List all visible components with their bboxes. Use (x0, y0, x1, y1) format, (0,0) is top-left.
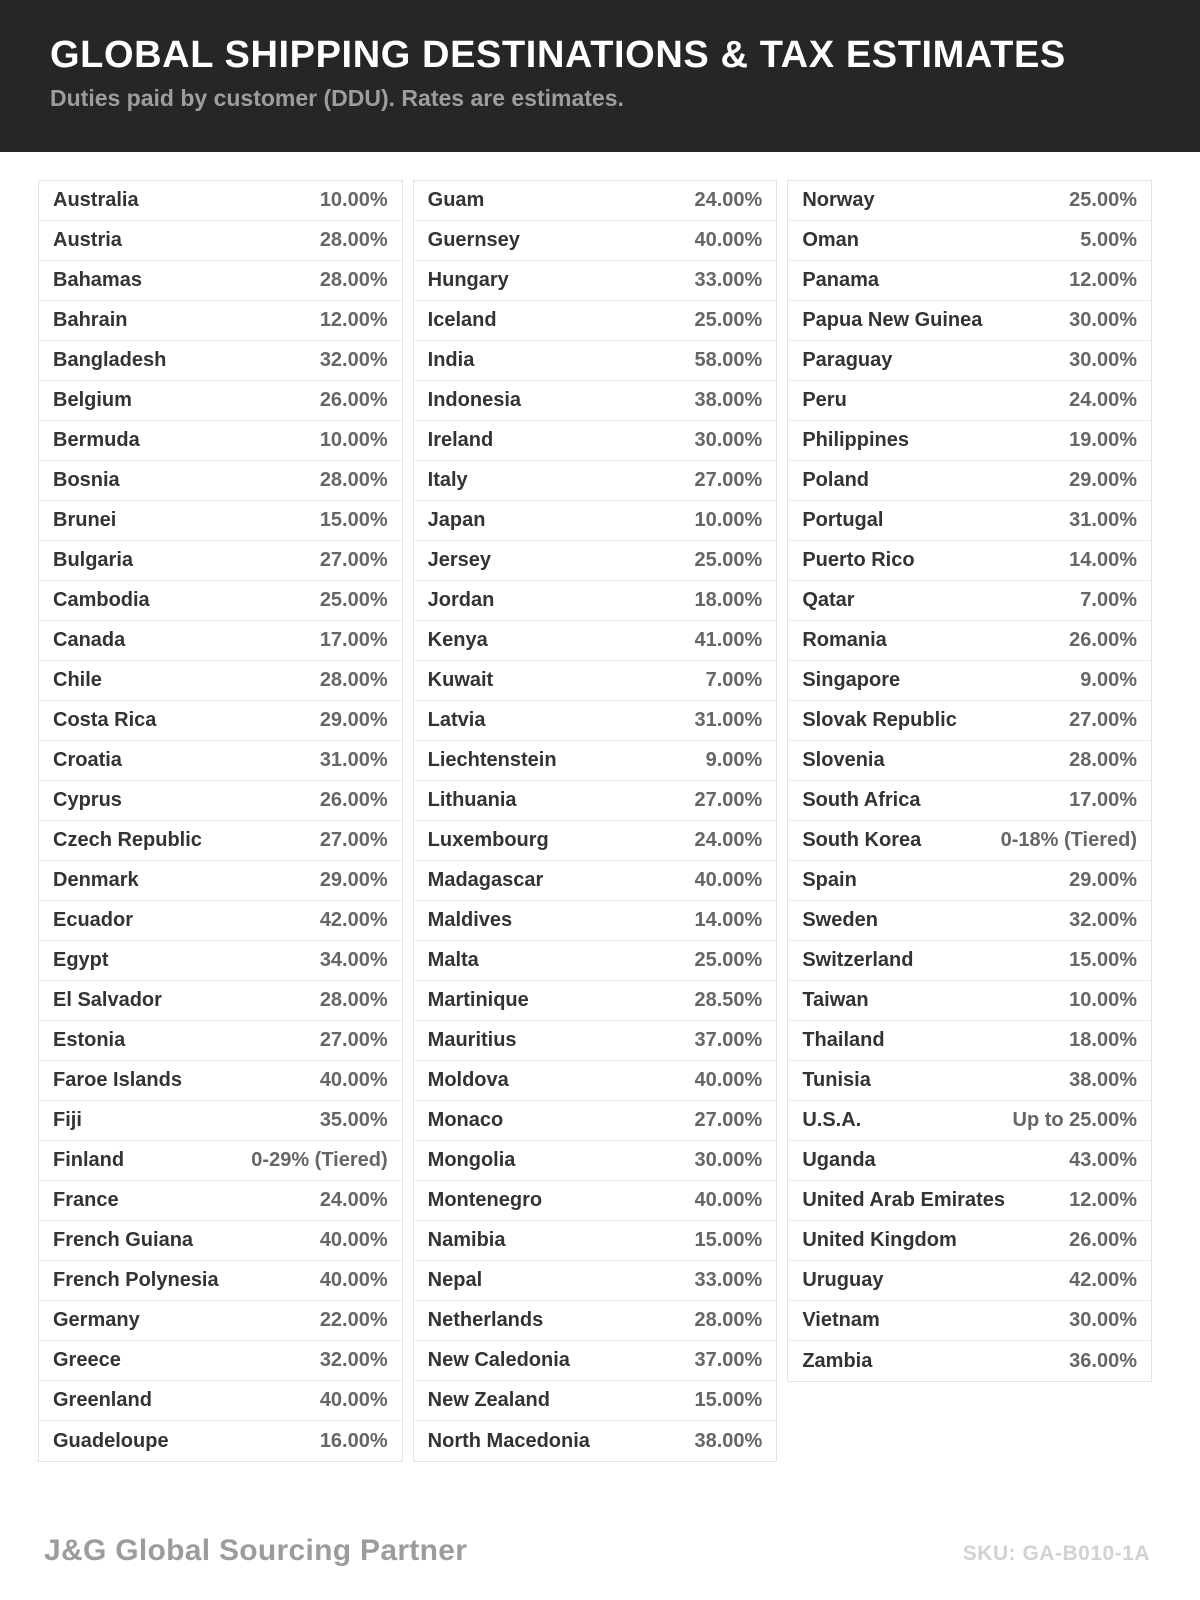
table-row (414, 1101, 777, 1141)
tax-rate: 25.00% (319, 589, 388, 611)
country-name: Ecuador (53, 909, 134, 931)
table-row (39, 701, 402, 741)
table-row (39, 1381, 402, 1421)
table-row (39, 621, 402, 661)
country-name: Bahrain (53, 309, 128, 331)
country-name: South Korea (802, 829, 922, 851)
tax-rate: 40.00% (319, 1229, 388, 1251)
table-row (414, 1221, 777, 1261)
table-row (414, 421, 777, 461)
country-name: Bermuda (53, 429, 140, 451)
table-row (414, 221, 777, 261)
country-name: Greenland (53, 1389, 152, 1411)
tax-rate: 31.00% (319, 749, 388, 771)
country-name: Bosnia (53, 469, 120, 491)
country-name: Namibia (427, 1229, 506, 1251)
tax-rate: 14.00% (1069, 549, 1137, 571)
country-name: Czech Republic (53, 829, 202, 851)
country-name: Costa Rica (53, 709, 157, 731)
country-name: Ireland (427, 429, 494, 451)
table-row (414, 1141, 777, 1181)
country-name: Lithuania (427, 789, 517, 811)
country-name: Kuwait (427, 669, 494, 691)
table-row (39, 1101, 402, 1141)
tax-rate: 7.00% (1080, 589, 1137, 611)
tax-rate: 25.00% (694, 549, 763, 571)
country-name: Tunisia (802, 1069, 871, 1091)
table-row (788, 941, 1151, 981)
table-row (414, 701, 777, 741)
country-name: Oman (802, 229, 860, 251)
table-row (39, 381, 402, 421)
country-name: Poland (802, 469, 869, 491)
table-row (414, 1301, 777, 1341)
tax-rate: 38.00% (1069, 1069, 1137, 1091)
country-name: South Africa (802, 789, 921, 811)
table-row (788, 501, 1151, 541)
country-name: Japan (427, 509, 486, 531)
country-name: New Caledonia (427, 1349, 570, 1371)
tax-rate: 38.00% (694, 389, 763, 411)
table-row (39, 301, 402, 341)
tax-rate: 40.00% (319, 1069, 388, 1091)
tax-rate: 38.00% (694, 1429, 763, 1452)
table-column (787, 180, 1152, 1382)
table-row (414, 941, 777, 981)
table-row (39, 661, 402, 701)
country-name: Cyprus (53, 789, 122, 811)
country-name: Luxembourg (427, 829, 549, 851)
table-row (414, 261, 777, 301)
tax-rate: 40.00% (694, 869, 763, 891)
country-name: Mongolia (427, 1149, 516, 1171)
table-row (414, 1181, 777, 1221)
table-row (788, 421, 1151, 461)
tax-rate: 25.00% (1069, 189, 1137, 211)
country-name: Indonesia (427, 389, 522, 411)
country-name: Montenegro (427, 1189, 543, 1211)
country-name: Thailand (802, 1029, 885, 1051)
page-title: GLOBAL SHIPPING DESTINATIONS & TAX ESTIMATES (50, 34, 1066, 76)
table-row (414, 1341, 777, 1381)
country-name: Nepal (427, 1269, 483, 1291)
table-column (38, 180, 403, 1462)
country-name: Sweden (802, 909, 878, 931)
tax-rate: 40.00% (694, 229, 763, 251)
tax-rate: 15.00% (319, 509, 388, 531)
table-row (788, 581, 1151, 621)
country-name: Bahamas (53, 269, 142, 291)
country-name: Egypt (53, 949, 109, 971)
tax-rate: 32.00% (319, 349, 388, 371)
table-row (788, 821, 1151, 861)
country-name: Moldova (427, 1069, 509, 1091)
country-name: Romania (802, 629, 887, 651)
tax-rate: 41.00% (694, 629, 763, 651)
tax-rate: 35.00% (319, 1109, 388, 1131)
country-name: Malta (427, 949, 479, 971)
country-name: Austria (53, 229, 122, 251)
table-row (414, 381, 777, 421)
table-row (788, 221, 1151, 261)
tax-rate: 58.00% (694, 349, 763, 371)
country-name: Maldives (427, 909, 513, 931)
tax-rate: 28.00% (1069, 749, 1137, 771)
table-row (414, 781, 777, 821)
tax-rate: 28.00% (319, 229, 388, 251)
table-row (788, 781, 1151, 821)
tax-rate: 18.00% (694, 589, 763, 611)
tax-rate: 15.00% (1069, 949, 1137, 971)
tax-rate: 30.00% (1069, 1309, 1137, 1331)
country-name: Panama (802, 269, 880, 291)
table-row (788, 1221, 1151, 1261)
table-row (39, 221, 402, 261)
table-row (788, 1181, 1151, 1221)
country-name: Switzerland (802, 949, 914, 971)
tax-rate: 40.00% (694, 1189, 763, 1211)
table-row (39, 1141, 402, 1181)
country-name: Guernsey (427, 229, 520, 251)
tax-rate: 40.00% (319, 1269, 388, 1291)
table-row (788, 661, 1151, 701)
table-row (788, 381, 1151, 421)
tax-rate: 33.00% (694, 1269, 763, 1291)
table-row (414, 581, 777, 621)
tax-rate: 9.00% (1080, 669, 1137, 691)
table-row (39, 741, 402, 781)
tax-rate: 36.00% (1069, 1349, 1137, 1372)
tax-rate: 28.00% (694, 1309, 763, 1331)
table-row (414, 301, 777, 341)
tax-rate: 7.00% (705, 669, 763, 691)
tax-rate: 29.00% (1069, 869, 1137, 891)
country-name: Spain (802, 869, 857, 891)
table-row (39, 541, 402, 581)
table-row (414, 341, 777, 381)
tax-rate: 10.00% (694, 509, 763, 531)
country-name: Peru (802, 389, 847, 411)
tax-rate: 27.00% (319, 549, 388, 571)
tax-rate: 5.00% (1080, 229, 1137, 251)
country-name: Taiwan (802, 989, 869, 1011)
country-name: Bangladesh (53, 349, 167, 371)
tax-rate: 24.00% (1069, 389, 1137, 411)
country-name: United Arab Emirates (802, 1189, 1005, 1211)
country-name: Slovak Republic (802, 709, 957, 731)
country-name: Croatia (53, 749, 122, 771)
country-name: Papua New Guinea (802, 309, 983, 331)
country-name: Greece (53, 1349, 121, 1371)
table-row (414, 981, 777, 1021)
country-name: Belgium (53, 389, 132, 411)
country-name: Liechtenstein (427, 749, 557, 771)
table-row (414, 901, 777, 941)
page-subtitle: Duties paid by customer (DDU). Rates are estimates. (50, 84, 624, 111)
country-name: Netherlands (427, 1309, 544, 1331)
table-row (39, 501, 402, 541)
tax-rate: 17.00% (1069, 789, 1137, 811)
tax-rate: 27.00% (694, 789, 763, 811)
table-row (788, 301, 1151, 341)
page-header (0, 0, 1200, 152)
tax-rate: 30.00% (694, 429, 763, 451)
table-row (414, 181, 777, 221)
country-name: Latvia (427, 709, 486, 731)
country-name: Faroe Islands (53, 1069, 182, 1091)
tax-rate: 0-29% (Tiered) (251, 1149, 388, 1171)
table-row (39, 461, 402, 501)
tax-rate: 16.00% (319, 1429, 388, 1452)
page-footer (44, 1534, 1150, 1568)
tax-rate: 34.00% (319, 949, 388, 971)
tax-rate: 40.00% (694, 1069, 763, 1091)
country-name: Estonia (53, 1029, 126, 1051)
tax-rate: 0-18% (Tiered) (1000, 829, 1137, 851)
country-name: Iceland (427, 309, 497, 331)
tax-rate: 30.00% (1069, 349, 1137, 371)
country-name: Portugal (802, 509, 884, 531)
country-name: Madagascar (427, 869, 544, 891)
table-row (39, 981, 402, 1021)
table-row (414, 1421, 777, 1461)
table-row (788, 1261, 1151, 1301)
table-row (788, 861, 1151, 901)
country-name: French Polynesia (53, 1269, 219, 1291)
table-row (39, 821, 402, 861)
country-name: New Zealand (427, 1389, 550, 1411)
tax-rate: 42.00% (1069, 1269, 1137, 1291)
tax-rate: 10.00% (319, 429, 388, 451)
tax-rate: 18.00% (1069, 1029, 1137, 1051)
tax-table (38, 180, 1152, 1462)
country-name: French Guiana (53, 1229, 194, 1251)
tax-rate: 28.00% (319, 469, 388, 491)
country-name: Monaco (427, 1109, 504, 1131)
table-row (788, 181, 1151, 221)
tax-rate: 29.00% (319, 709, 388, 731)
tax-rate: 28.00% (319, 269, 388, 291)
table-row (39, 1221, 402, 1261)
table-row (39, 1261, 402, 1301)
country-name: France (53, 1189, 119, 1211)
tax-rate: 24.00% (319, 1189, 388, 1211)
table-row (788, 1021, 1151, 1061)
tax-rate: 28.50% (694, 989, 763, 1011)
table-row (39, 421, 402, 461)
table-row (39, 1021, 402, 1061)
country-name: Italy (427, 469, 468, 491)
table-row (39, 1061, 402, 1101)
table-row (39, 1181, 402, 1221)
table-row (788, 261, 1151, 301)
table-row (39, 901, 402, 941)
table-row (414, 1381, 777, 1421)
table-row (39, 1301, 402, 1341)
country-name: Jordan (427, 589, 495, 611)
tax-rate: 26.00% (1069, 629, 1137, 651)
tax-rate: 14.00% (694, 909, 763, 931)
tax-rate: 29.00% (1069, 469, 1137, 491)
table-row (39, 181, 402, 221)
table-row (788, 1141, 1151, 1181)
table-row (788, 981, 1151, 1021)
table-row (414, 541, 777, 581)
table-row (788, 1301, 1151, 1341)
country-name: United Kingdom (802, 1229, 957, 1251)
country-name: Zambia (802, 1349, 873, 1372)
table-row (39, 1341, 402, 1381)
table-row (39, 581, 402, 621)
table-row (788, 741, 1151, 781)
country-name: Fiji (53, 1109, 82, 1131)
table-row (414, 661, 777, 701)
country-name: Uruguay (802, 1269, 884, 1291)
country-name: Brunei (53, 509, 117, 531)
tax-rate: 30.00% (1069, 309, 1137, 331)
tax-rate: 31.00% (1069, 509, 1137, 531)
table-row (788, 1101, 1151, 1141)
tax-rate: 27.00% (319, 829, 388, 851)
tax-rate: 10.00% (1069, 989, 1137, 1011)
tax-rate: 27.00% (1069, 709, 1137, 731)
country-name: Paraguay (802, 349, 893, 371)
tax-rate: 42.00% (319, 909, 388, 931)
tax-rate: 27.00% (319, 1029, 388, 1051)
tax-rate: 15.00% (694, 1389, 763, 1411)
country-name: Slovenia (802, 749, 885, 771)
table-row (39, 861, 402, 901)
tax-rate: 29.00% (319, 869, 388, 891)
tax-rate: 27.00% (694, 1109, 763, 1131)
tax-rate: 26.00% (319, 389, 388, 411)
country-name: Canada (53, 629, 126, 651)
table-row (788, 461, 1151, 501)
table-row (414, 1021, 777, 1061)
table-row (414, 501, 777, 541)
table-row (414, 1061, 777, 1101)
country-name: Norway (802, 189, 875, 211)
country-name: Jersey (427, 549, 492, 571)
table-row (788, 901, 1151, 941)
tax-rate: 25.00% (694, 309, 763, 331)
tax-rate: 32.00% (319, 1349, 388, 1371)
table-row (788, 621, 1151, 661)
country-name: Singapore (802, 669, 901, 691)
country-name: Germany (53, 1309, 140, 1331)
tax-rate: Up to 25.00% (1012, 1109, 1137, 1131)
country-name: Australia (53, 189, 139, 211)
brand-name: J&G Global Sourcing Partner (44, 1534, 468, 1567)
tax-rate: 12.00% (1069, 1189, 1137, 1211)
table-row (788, 341, 1151, 381)
table-row (414, 621, 777, 661)
table-row (414, 821, 777, 861)
country-name: Cambodia (53, 589, 150, 611)
table-row (414, 1261, 777, 1301)
tax-rate: 27.00% (694, 469, 763, 491)
country-name: Uganda (802, 1149, 876, 1171)
tax-rate: 30.00% (694, 1149, 763, 1171)
table-row (39, 341, 402, 381)
table-row (788, 1061, 1151, 1101)
table-row (414, 861, 777, 901)
country-name: Hungary (427, 269, 509, 291)
table-row (39, 941, 402, 981)
tax-rate: 26.00% (1069, 1229, 1137, 1251)
table-row (39, 261, 402, 301)
tax-rate: 32.00% (1069, 909, 1137, 931)
country-name: Kenya (427, 629, 488, 651)
country-name: El Salvador (53, 989, 162, 1011)
tax-rate: 12.00% (319, 309, 388, 331)
table-row (788, 1341, 1151, 1381)
tax-rate: 12.00% (1069, 269, 1137, 291)
tax-rate: 19.00% (1069, 429, 1137, 451)
tax-rate: 15.00% (694, 1229, 763, 1251)
country-name: India (427, 349, 475, 371)
tax-rate: 25.00% (694, 949, 763, 971)
country-name: Qatar (802, 589, 855, 611)
table-row (39, 1421, 402, 1461)
tax-rate: 43.00% (1069, 1149, 1137, 1171)
country-name: Chile (53, 669, 102, 691)
country-name: Finland (53, 1149, 125, 1171)
country-name: Bulgaria (53, 549, 134, 571)
tax-rate: 40.00% (319, 1389, 388, 1411)
tax-rate: 28.00% (319, 669, 388, 691)
tax-rate: 17.00% (319, 629, 388, 651)
country-name: Denmark (53, 869, 139, 891)
country-name: Guadeloupe (53, 1429, 169, 1452)
table-row (414, 741, 777, 781)
tax-rate: 26.00% (319, 789, 388, 811)
tax-rate: 24.00% (694, 189, 763, 211)
table-row (39, 781, 402, 821)
country-name: Martinique (427, 989, 529, 1011)
sku-label: SKU: GA-B010-1A (962, 1542, 1150, 1565)
tax-rate: 10.00% (319, 189, 388, 211)
tax-rate: 9.00% (705, 749, 763, 771)
tax-rate: 28.00% (319, 989, 388, 1011)
country-name: North Macedonia (427, 1429, 590, 1452)
tax-rate: 37.00% (694, 1029, 763, 1051)
table-row (414, 461, 777, 501)
tax-rate: 24.00% (694, 829, 763, 851)
country-name: Philippines (802, 429, 910, 451)
table-row (788, 541, 1151, 581)
tax-rate: 33.00% (694, 269, 763, 291)
tax-rate: 31.00% (694, 709, 763, 731)
country-name: U.S.A. (802, 1109, 862, 1131)
table-row (788, 701, 1151, 741)
country-name: Mauritius (427, 1029, 517, 1051)
country-name: Vietnam (802, 1309, 880, 1331)
tax-rate: 37.00% (694, 1349, 763, 1371)
table-column (413, 180, 778, 1462)
country-name: Puerto Rico (802, 549, 915, 571)
country-name: Guam (427, 189, 485, 211)
tax-rate: 22.00% (319, 1309, 388, 1331)
